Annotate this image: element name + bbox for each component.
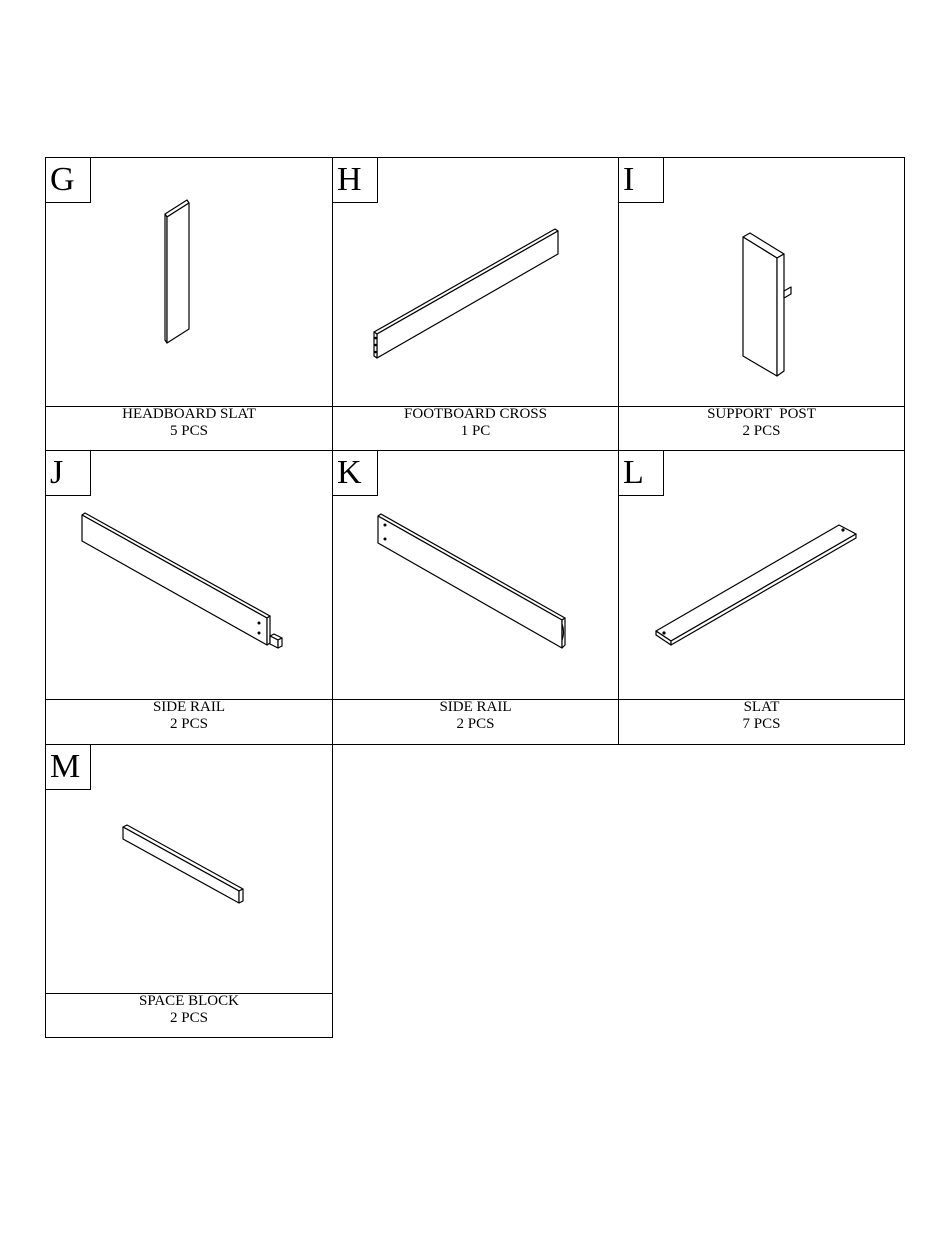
part-name: FOOTBOARD CROSS	[404, 406, 547, 422]
part-cell-j	[45, 450, 333, 745]
part-name: SIDE RAIL	[152, 699, 226, 715]
part-letter: G	[45, 157, 91, 203]
part-quantity: 7 PCS	[742, 716, 781, 732]
part-caption	[619, 404, 904, 450]
part-quantity: 2 PCS	[742, 423, 781, 439]
part-quantity: 2 PCS	[170, 716, 208, 732]
part-cell-g	[45, 157, 333, 451]
part-name: SLAT	[743, 699, 780, 715]
part-quantity: 5 PCS	[170, 423, 208, 439]
part-cell-l	[618, 450, 905, 745]
part-letter: H	[332, 157, 378, 203]
part-caption	[333, 697, 618, 744]
part-name: SIDE RAIL	[439, 699, 512, 715]
part-quantity: 2 PCS	[170, 1010, 208, 1026]
part-quantity: 1 PC	[460, 423, 491, 439]
part-cell-k	[332, 450, 619, 745]
part-caption	[46, 404, 332, 450]
part-caption	[46, 697, 332, 744]
part-name: SUPPORT POST	[707, 406, 816, 422]
part-quantity: 2 PCS	[456, 716, 495, 732]
part-cell-h	[332, 157, 619, 451]
part-caption	[46, 991, 332, 1037]
part-letter: L	[618, 450, 664, 496]
part-letter: M	[45, 744, 91, 790]
part-letter: K	[332, 450, 378, 496]
part-letter: J	[45, 450, 91, 496]
part-caption	[619, 697, 904, 744]
part-cell-m	[45, 744, 333, 1038]
part-caption	[333, 404, 618, 450]
part-name: SPACE BLOCK	[139, 993, 239, 1009]
part-cell-i	[618, 157, 905, 451]
part-name: HEADBOARD SLAT	[122, 406, 256, 422]
part-letter: I	[618, 157, 664, 203]
